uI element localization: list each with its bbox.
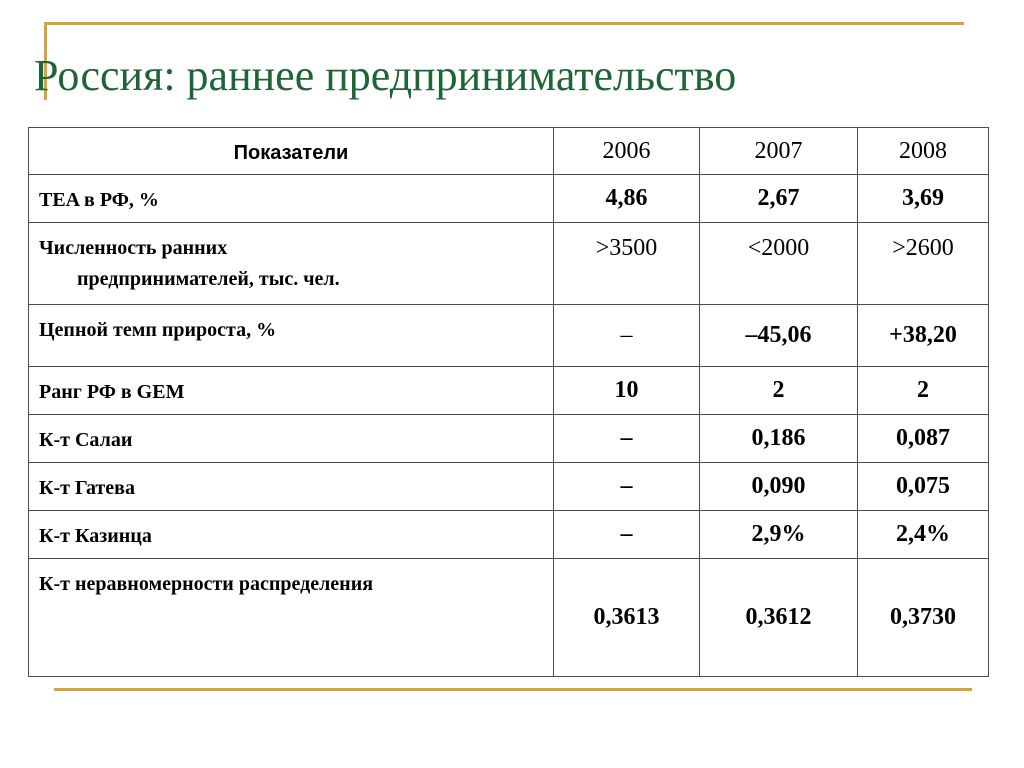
table-row-kazinets (29, 511, 989, 559)
cell-value: – (554, 463, 700, 511)
row-label (29, 223, 554, 305)
indicators-table (28, 127, 989, 677)
cell-value: – (554, 305, 700, 367)
row-label-line2: предпринимателей, тыс. чел. (77, 268, 340, 290)
cell-value: 2,4% (858, 511, 989, 559)
decorative-bottom-line (54, 688, 972, 691)
cell-value: – (554, 511, 700, 559)
row-label-line1: Численность ранних (39, 237, 228, 259)
row-label: Ранг РФ в GEM (29, 367, 554, 415)
cell-value: –45,06 (700, 305, 858, 367)
decorative-top-line (44, 22, 964, 25)
row-label: К-т неравномерности распределения (29, 559, 554, 677)
row-label: К-т Салаи (29, 415, 554, 463)
cell-value: 2,67 (700, 175, 858, 223)
cell-value: 0,3730 (858, 559, 989, 677)
cell-value: 0,3613 (554, 559, 700, 677)
cell-value: 2 (700, 367, 858, 415)
cell-value: >2600 (858, 223, 989, 305)
table-row-gatev (29, 463, 989, 511)
table-header-row (29, 128, 989, 175)
cell-value: 0,087 (858, 415, 989, 463)
header-year-2008: 2008 (858, 128, 989, 175)
cell-value: 3,69 (858, 175, 989, 223)
table-row-unevenness (29, 559, 989, 677)
table-row-gem-rank (29, 367, 989, 415)
cell-value: +38,20 (858, 305, 989, 367)
cell-value: 10 (554, 367, 700, 415)
row-label: К-т Казинца (29, 511, 554, 559)
cell-value: 0,3612 (700, 559, 858, 677)
cell-value: 4,86 (554, 175, 700, 223)
cell-value: 0,186 (700, 415, 858, 463)
table-row-salai (29, 415, 989, 463)
cell-value: >3500 (554, 223, 700, 305)
cell-value: 2,9% (700, 511, 858, 559)
table-row-entrepreneurs (29, 223, 989, 305)
cell-value: 2 (858, 367, 989, 415)
table-row-growth-rate (29, 305, 989, 367)
cell-value: – (554, 415, 700, 463)
slide-title: Россия: раннее предпринимательство (34, 51, 737, 100)
row-label: Цепной темп прироста, % (29, 305, 554, 367)
header-year-2006: 2006 (554, 128, 700, 175)
row-label: К-т Гатева (29, 463, 554, 511)
header-year-2007: 2007 (700, 128, 858, 175)
cell-value: <2000 (700, 223, 858, 305)
row-label: TEA в РФ, % (29, 175, 554, 223)
cell-value: 0,075 (858, 463, 989, 511)
table-row-tea (29, 175, 989, 223)
cell-value: 0,090 (700, 463, 858, 511)
header-label: Показатели (29, 128, 554, 175)
